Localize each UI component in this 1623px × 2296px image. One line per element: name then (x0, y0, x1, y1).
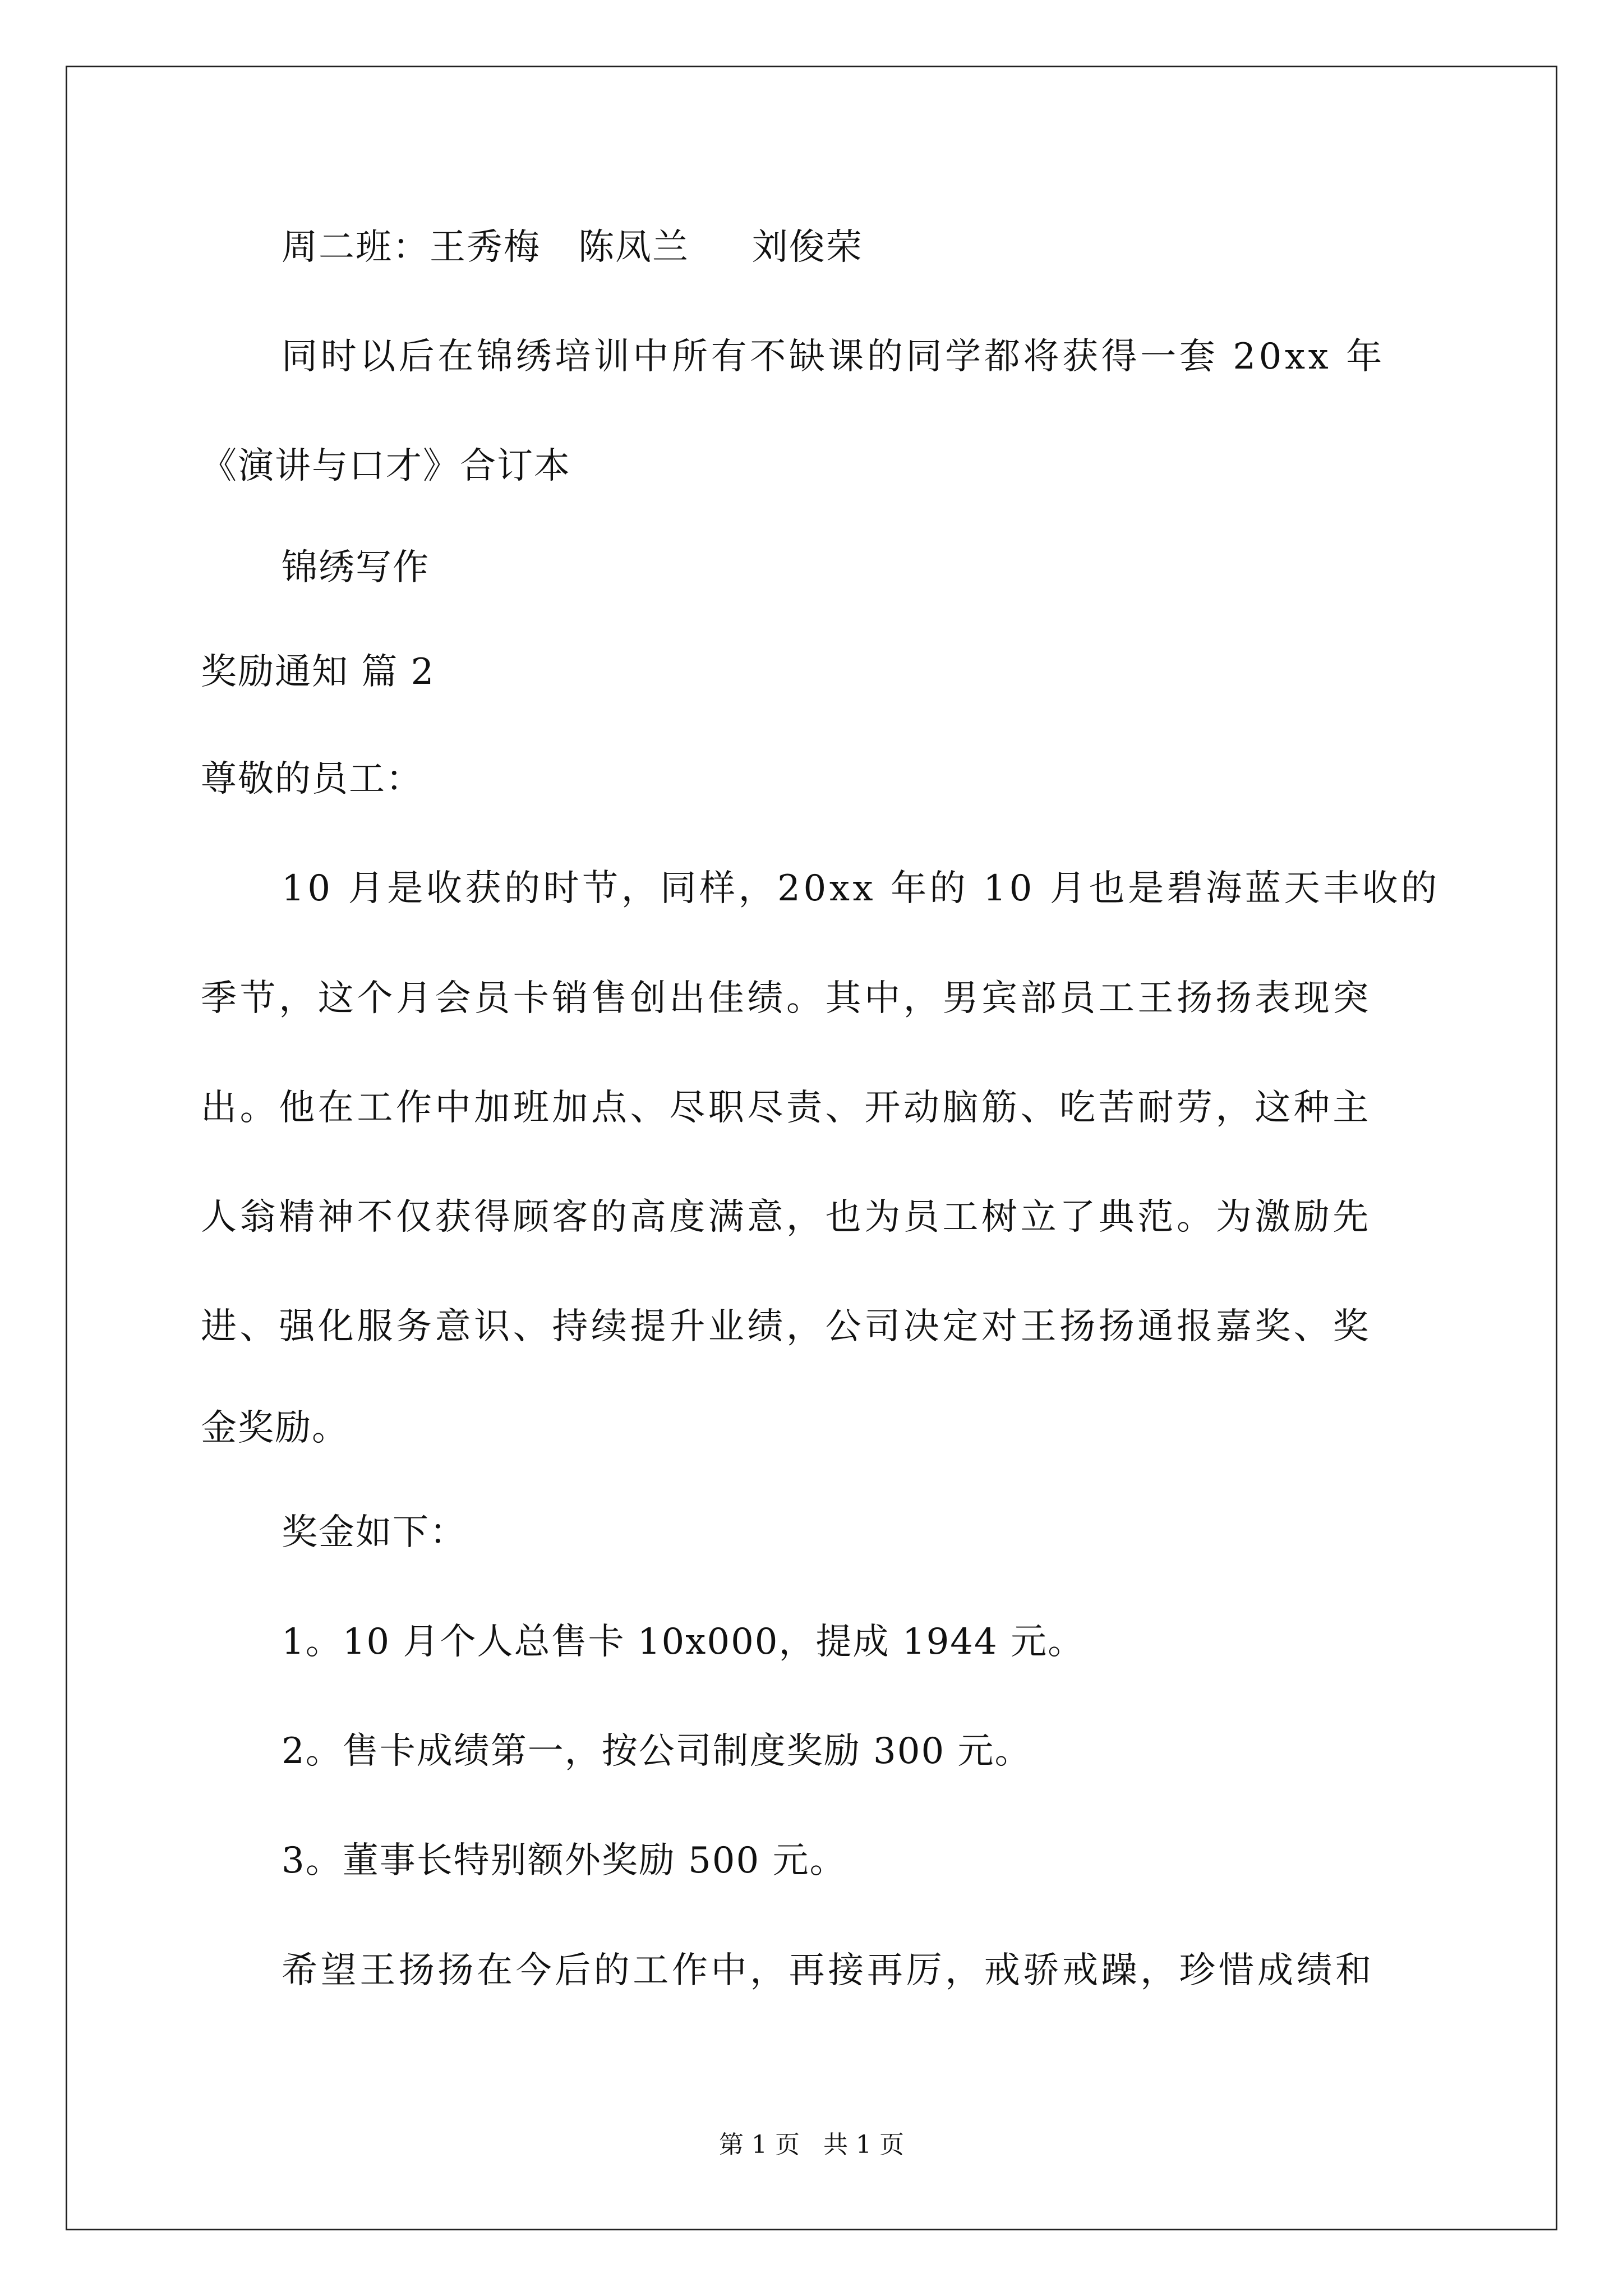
page-border (66, 66, 1557, 2230)
section-heading: 奖励通知 篇 2 (201, 651, 435, 693)
body-paragraph: 金奖励。 (201, 1407, 349, 1449)
list-item: 3。董事长特别额外奖励 500 元。 (282, 1840, 847, 1881)
body-paragraph: 季节，这个月会员卡销售创出佳绩。其中，男宾部员工王扬扬表现突 (201, 978, 1372, 1019)
page-number-footer: 第 1 页 共 1 页 (719, 2131, 904, 2159)
list-item: 1。10 月个人总售卡 10x000，提成 1944 元。 (282, 1621, 1085, 1663)
body-paragraph: 人翁精神不仅获得顾客的高度满意，也为员工树立了典范。为激励先 (201, 1197, 1372, 1238)
body-paragraph: 出。他在工作中加班加点、尽职尽责、开动脑筋、吃苦耐劳，这种主 (201, 1087, 1372, 1129)
salutation: 尊敬的员工： (201, 758, 423, 800)
body-paragraph: 同时以后在锦绣培训中所有不缺课的同学都将获得一套 20xx 年 (282, 336, 1385, 378)
body-paragraph: 10 月是收获的时节，同样，20xx 年的 10 月也是碧海蓝天丰收的 (282, 868, 1440, 909)
list-heading: 奖金如下： (282, 1512, 467, 1553)
list-item: 2。售卡成绩第一，按公司制度奖励 300 元。 (282, 1731, 1032, 1772)
class-roster-line: 周二班：王秀梅 陈凤兰 刘俊荣 (282, 227, 863, 268)
body-paragraph: 进、强化服务意识、持续提升业绩，公司决定对王扬扬通报嘉奖、奖 (201, 1306, 1372, 1347)
signature-line: 锦绣写作 (282, 547, 430, 588)
body-paragraph: 《演讲与口才》合订本 (201, 445, 571, 487)
body-paragraph: 希望王扬扬在今后的工作中，再接再厉，戒骄戒躁，珍惜成绩和 (282, 1950, 1375, 1991)
